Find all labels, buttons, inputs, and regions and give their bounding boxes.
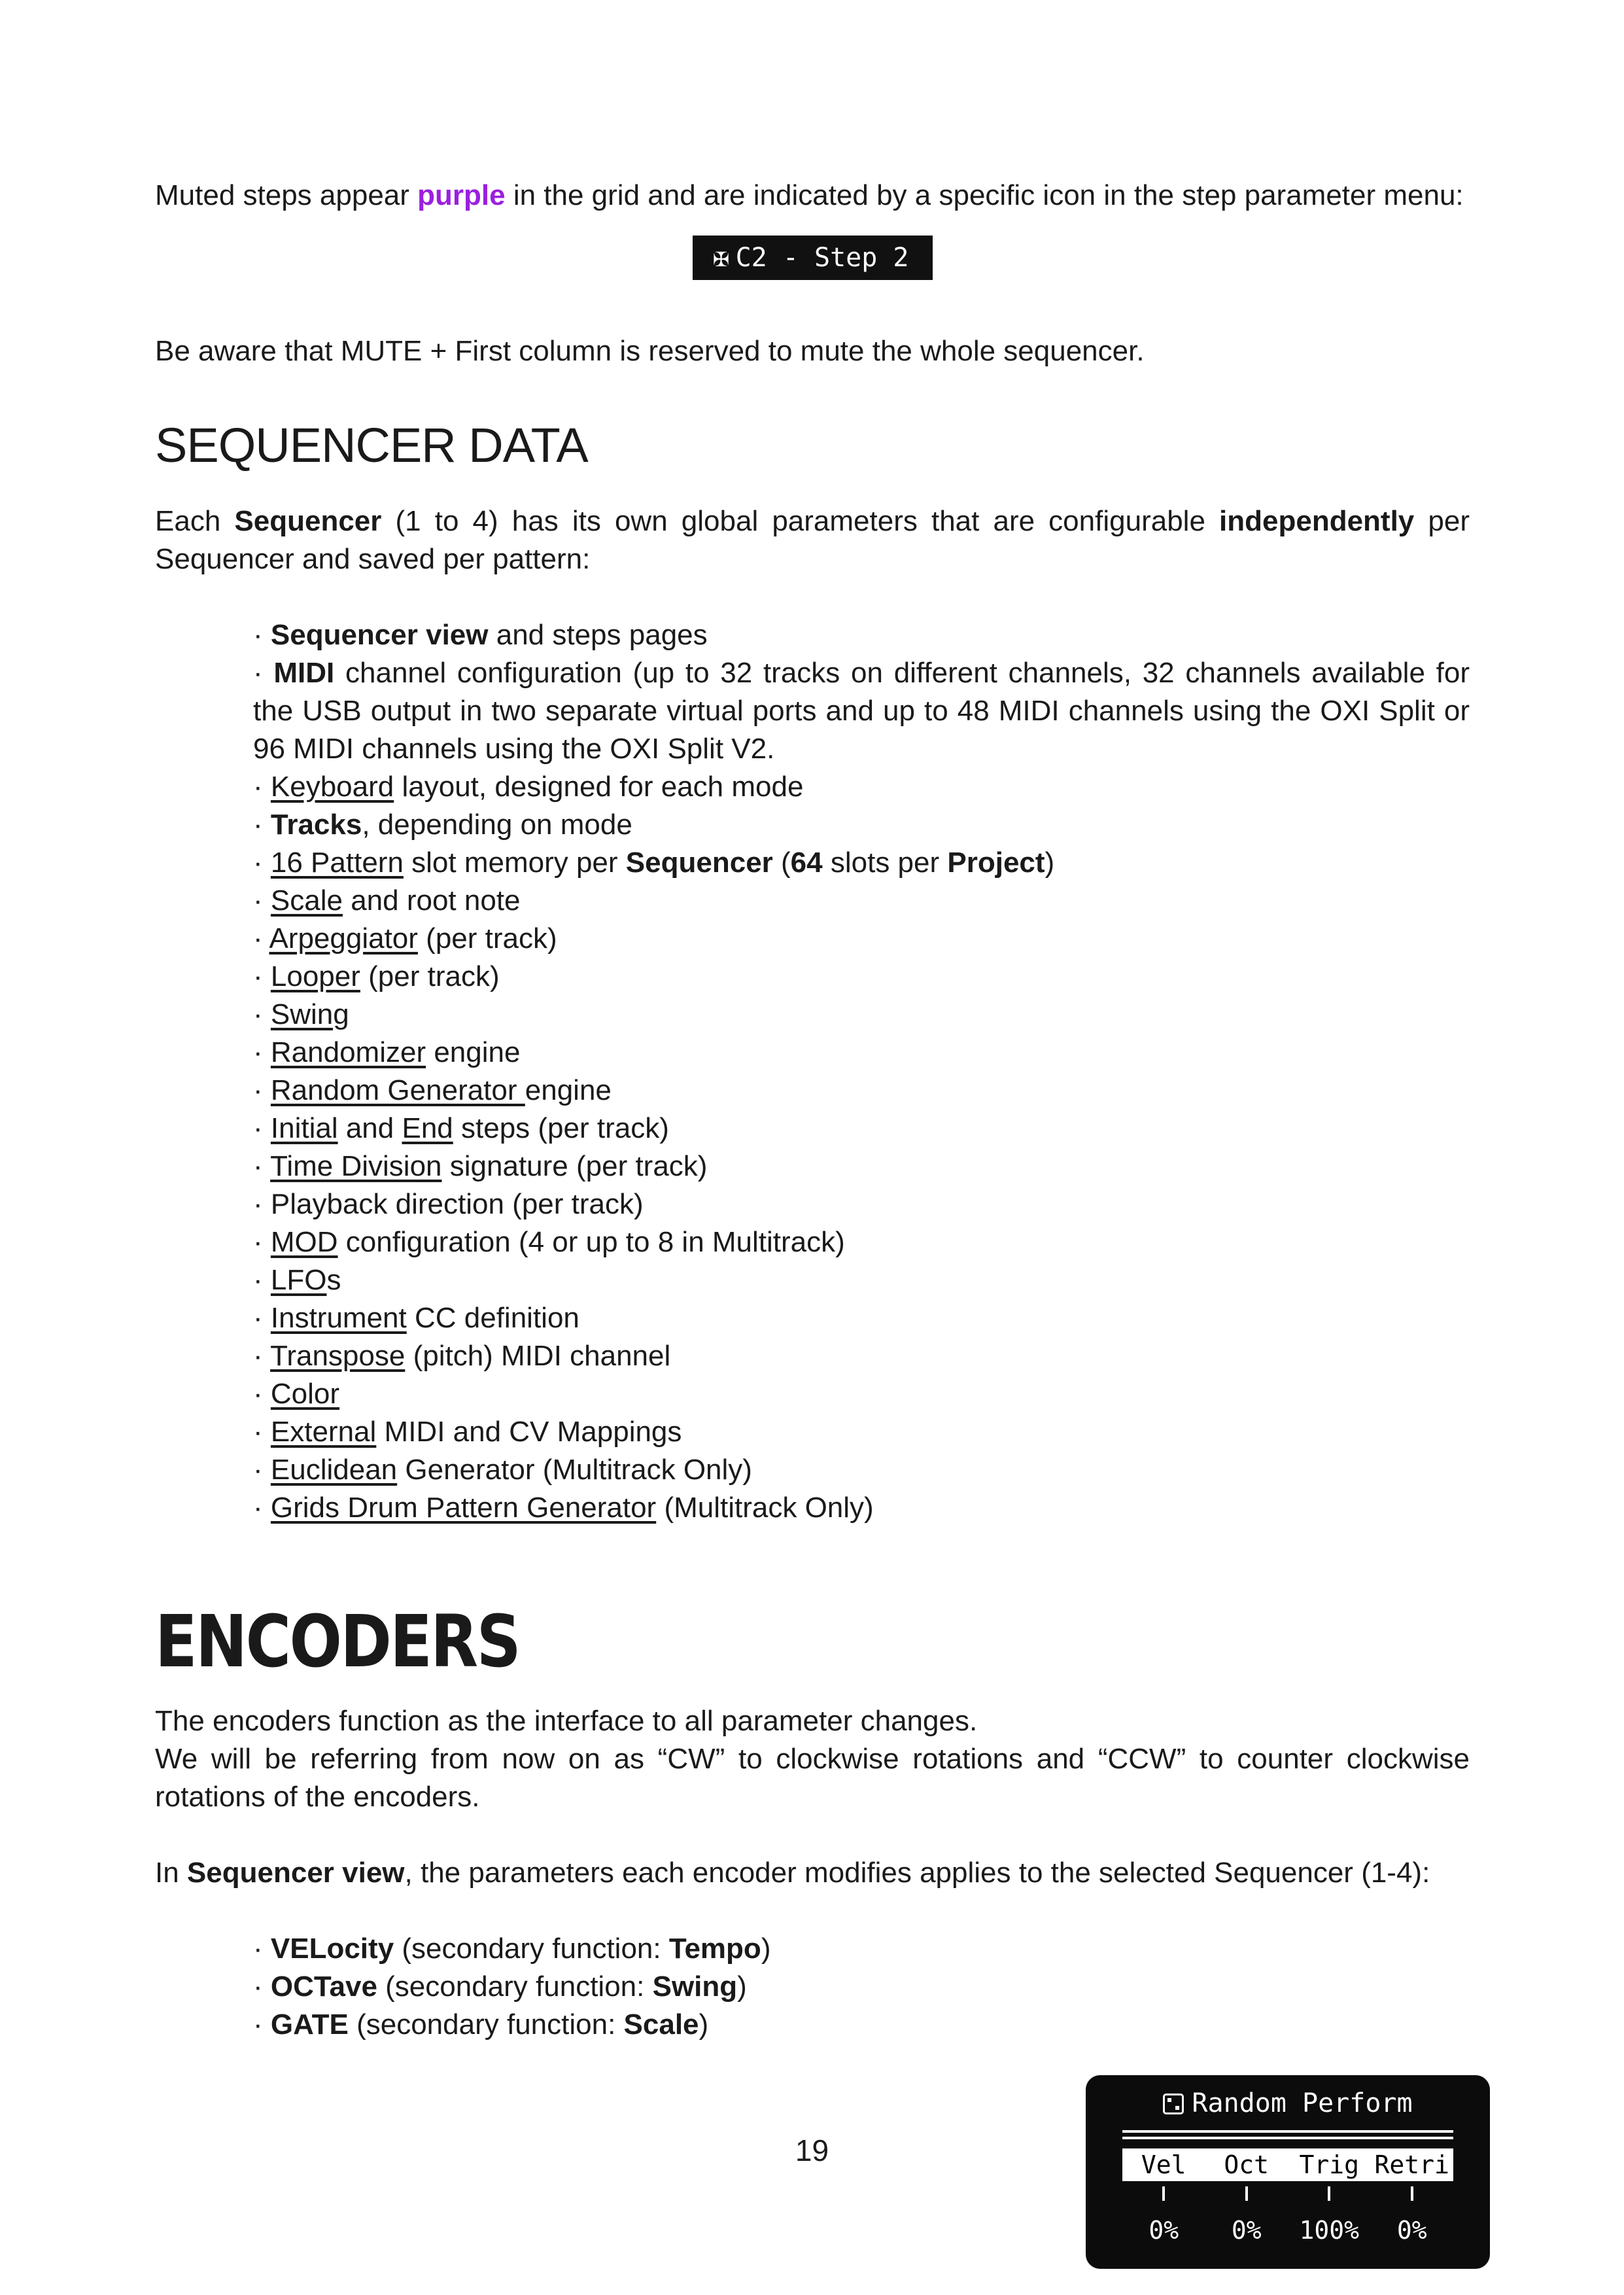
end-link[interactable]: End xyxy=(402,1112,453,1144)
list-item xyxy=(253,1375,1470,1413)
color-link[interactable]: Color xyxy=(270,1378,340,1410)
purple-highlight: purple xyxy=(417,179,506,211)
display-title: Random Perform xyxy=(1086,2086,1490,2121)
encoders-line-1: The encoders function as the interface to all parameter changes. xyxy=(155,1705,978,1737)
list-item: · Initial and End steps (per track) xyxy=(253,1110,1470,1148)
transpose-link[interactable]: Transpose xyxy=(270,1340,406,1372)
tick xyxy=(1205,2186,1288,2205)
list-item: · 16 Pattern slot memory per Sequencer (64 slots per Project) xyxy=(253,844,1470,882)
euclidean-link[interactable]: Euclidean xyxy=(270,1454,398,1486)
sequencer-parameters-list xyxy=(155,616,1470,1527)
random-generator-link[interactable]: Random Generator xyxy=(270,1074,525,1106)
label-oct: Oct xyxy=(1224,2150,1270,2179)
muted-steps-paragraph: Muted steps appear purple in the grid and are indicated by a specific icon in the step parameter menu: xyxy=(155,179,1464,211)
list-item: · Tracks, depending on mode xyxy=(253,806,1470,844)
encoder-functions-list xyxy=(155,1930,1470,2044)
mod-link[interactable]: MOD xyxy=(270,1226,338,1258)
parameter-ticks xyxy=(1122,2186,1453,2205)
list-item: · LFOs xyxy=(253,1261,1470,1299)
list-item: · Playback direction (per track) xyxy=(253,1185,1470,1223)
mute-note: Be aware that MUTE + First column is reserved to mute the whole sequencer. xyxy=(155,335,1145,367)
scale-link[interactable]: Scale xyxy=(270,885,343,917)
list-item: · Randomizer engine xyxy=(253,1034,1470,1072)
value-retri: 0% xyxy=(1396,2216,1427,2245)
instrument-link[interactable]: Instrument xyxy=(270,1302,407,1334)
lfo-link[interactable]: LFO xyxy=(270,1264,327,1296)
value-vel: 0% xyxy=(1149,2216,1179,2245)
display-divider xyxy=(1122,2130,1453,2133)
randomizer-link[interactable]: Randomizer xyxy=(270,1036,426,1068)
parameter-values xyxy=(1122,2214,1453,2247)
grids-link[interactable]: Grids Drum Pattern Generator xyxy=(270,1492,657,1524)
label-retri: Retri xyxy=(1374,2150,1449,2179)
tick xyxy=(1288,2186,1371,2205)
list-item: · Time Division signature (per track) xyxy=(253,1148,1470,1185)
sequencer-data-heading: SEQUENCER DATA xyxy=(155,418,588,472)
label-trig: Trig xyxy=(1299,2150,1359,2179)
step-chip-row xyxy=(155,236,1470,280)
list-item: · MOD configuration (4 or up to 8 in Multitrack) xyxy=(253,1223,1470,1261)
value-trig: 100% xyxy=(1299,2216,1359,2245)
encoders-sequencer-view: In Sequencer view, the parameters each encoder modifies applies to the selected Sequencer (1-4): xyxy=(155,1857,1430,1889)
swing-link[interactable]: Swing xyxy=(270,998,349,1030)
list-item: · Sequencer view and steps pages xyxy=(253,616,1470,654)
list-item: · Transpose (pitch) MIDI channel xyxy=(253,1337,1470,1375)
value-oct: 0% xyxy=(1231,2216,1262,2245)
page-number: 19 xyxy=(795,2133,829,2167)
list-item xyxy=(253,996,1470,1034)
external-link[interactable]: External xyxy=(270,1416,377,1448)
pattern-link[interactable]: 16 Pattern xyxy=(270,847,404,879)
encoders-line-2: We will be referring from now on as “CW” to clockwise rotations and “CCW” to counter clockwise rotations of the encoders. xyxy=(155,1743,1470,1813)
dice-icon xyxy=(1163,2094,1184,2114)
list-item: · Keyboard layout, designed for each mode xyxy=(253,768,1470,806)
list-item: · Arpeggiator (per track) xyxy=(253,920,1470,958)
list-item: · Scale and root note xyxy=(253,882,1470,920)
list-item: · OCTave (secondary function: Swing) xyxy=(253,1968,1470,2006)
list-item: · GATE (secondary function: Scale) xyxy=(253,2006,1470,2044)
list-item: · Looper (per track) xyxy=(253,958,1470,996)
label-vel: Vel xyxy=(1141,2150,1186,2179)
manual-page xyxy=(155,177,1470,2044)
arpeggiator-link[interactable]: Arpeggiator xyxy=(269,922,418,955)
time-division-link[interactable]: Time Division xyxy=(270,1150,442,1182)
list-item: · MIDI channel configuration (up to 32 tracks on different channels, 32 channels available for the USB output in two separate virtual ports and up to 48 MIDI channels using the OXI Split or 96 MIDI channels using the OXI Split V2. xyxy=(253,654,1470,768)
keyboard-link[interactable]: Keyboard xyxy=(270,771,394,803)
list-item: · Grids Drum Pattern Generator (Multitrack Only) xyxy=(253,1489,1470,1527)
initial-link[interactable]: Initial xyxy=(270,1112,338,1144)
muted-step-display: ✠ C2 - Step 2 xyxy=(693,236,933,280)
muted-step-icon: ✠ xyxy=(713,243,729,273)
looper-link[interactable]: Looper xyxy=(270,960,360,992)
tick xyxy=(1122,2186,1205,2205)
tick xyxy=(1371,2186,1454,2205)
list-item: · Euclidean Generator (Multitrack Only) xyxy=(253,1451,1470,1489)
list-item: · Random Generator engine xyxy=(253,1072,1470,1110)
display-divider xyxy=(1122,2137,1453,2139)
parameter-labels xyxy=(1122,2148,1453,2181)
list-item: · Instrument CC definition xyxy=(253,1299,1470,1337)
random-perform-display xyxy=(1086,2075,1490,2269)
list-item: · External MIDI and CV Mappings xyxy=(253,1413,1470,1451)
encoders-heading: ENCODERS xyxy=(155,1600,520,1683)
sequencer-data-intro: Each Sequencer (1 to 4) has its own global parameters that are configurable independently per Sequencer and saved per pattern: xyxy=(155,505,1470,575)
list-item: · VELocity (secondary function: Tempo) xyxy=(253,1930,1470,1968)
